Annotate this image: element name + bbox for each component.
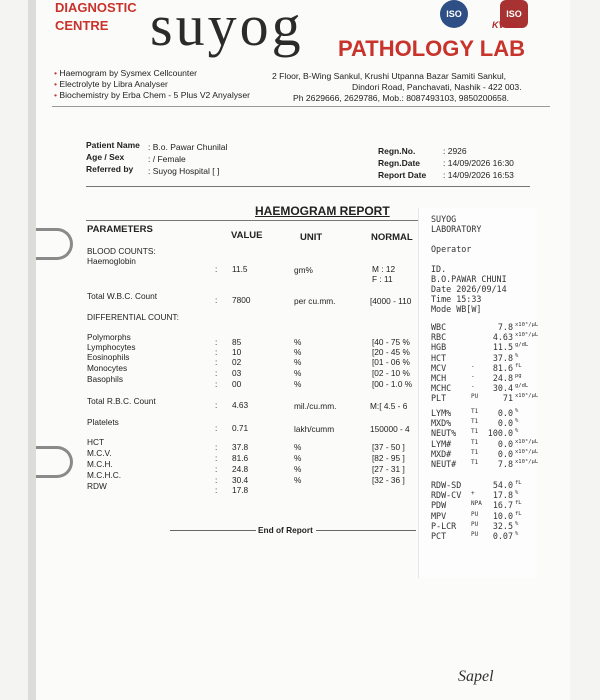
slip-line: Date 2026/09/14 — [431, 284, 507, 294]
binder-ring-bottom — [36, 446, 73, 478]
slip-param-value: 4.63 — [492, 332, 513, 343]
iso-badge-1: ISO — [440, 0, 468, 28]
index-colon: : — [215, 464, 218, 474]
slip-param-unit: x10³/µL — [515, 322, 539, 328]
binder-edge — [28, 0, 36, 700]
diff-value: 00 — [232, 379, 242, 389]
diff-normal: [40 - 75 % — [372, 337, 410, 347]
differential-heading: DIFFERENTIAL COUNT: — [87, 312, 179, 322]
report-date: : 14/09/2026 16:53 — [443, 170, 514, 180]
index-normal: [27 - 31 ] — [372, 464, 405, 474]
hb-value: 11.5 — [232, 264, 248, 274]
hb-normal-f: F : 11 — [372, 274, 393, 284]
slip-param-unit: pg — [515, 373, 522, 379]
slip-param-value: 17.8 — [492, 490, 513, 501]
diff-unit: % — [294, 337, 302, 347]
diff-normal: [02 - 10 % — [372, 368, 410, 378]
slip-param-flag: T1 — [471, 459, 479, 466]
index-unit: % — [294, 453, 302, 463]
slip-param-unit: fL — [515, 500, 522, 507]
rbc-label: Total R.B.C. Count — [87, 396, 156, 406]
age-sex: : / Female — [148, 154, 186, 164]
referred-by-label: Referred by — [86, 164, 134, 174]
slip-param-flag: PU — [471, 520, 479, 528]
age-sex-label: Age / Sex — [86, 152, 125, 162]
diff-colon: : — [215, 357, 218, 367]
rbc-colon: : — [215, 400, 218, 410]
slip-param-flag: PU — [471, 531, 479, 538]
regn-date: : 14/09/2026 16:30 — [443, 158, 514, 168]
index-colon: : — [215, 453, 218, 463]
slip-param-value: 32.5 — [492, 520, 513, 531]
slip-param-value: 0.0 — [497, 438, 513, 449]
slip-param-name: LYM% — [431, 408, 452, 418]
slip-line: Time 15:33 — [431, 294, 482, 304]
brand-logo: suyog — [150, 0, 304, 58]
platelets-colon: : — [215, 423, 218, 433]
address-line-3: Ph 2629666, 2629786, Mob.: 8087493103, 9850200658. — [293, 93, 509, 103]
regn-date-label: Regn.Date — [378, 158, 421, 168]
patient-rule — [86, 186, 530, 187]
address-line-1: 2 Floor, B-Wing Sankul, Krushi Utpanna Bazar Samiti Sankul, — [272, 71, 507, 81]
slip-param-flag: - — [471, 373, 475, 380]
slip-param-value: 100.0 — [487, 428, 513, 439]
slip-param-unit: x10³/µL — [515, 438, 539, 445]
slip-param-name: MCH — [431, 373, 447, 383]
slip-line: Mode WB[W] — [431, 304, 482, 314]
slip-param-value: 0.0 — [497, 448, 513, 459]
hb-unit: gm% — [294, 265, 313, 275]
centre-line-1: DIAGNOSTIC — [55, 0, 137, 15]
slip-param-value: 11.5 — [492, 342, 513, 353]
index-normal: [32 - 36 ] — [372, 475, 405, 485]
hb-normal-m: M : 12 — [372, 264, 396, 274]
wbc-value: 7800 — [232, 295, 251, 305]
diff-unit: % — [294, 357, 302, 367]
analyzer-printout — [418, 208, 537, 578]
diff-name: Eosinophils — [87, 352, 130, 362]
slip-param-name: WBC — [431, 322, 447, 332]
diff-colon: : — [215, 379, 218, 389]
diff-colon: : — [215, 368, 218, 378]
wbc-unit: per cu.mm. — [294, 296, 336, 306]
diff-normal: [00 - 1.0 % — [372, 379, 413, 389]
platelets-unit: lakh/cumm — [294, 424, 335, 434]
end-rule-left — [170, 530, 256, 531]
rbc-value: 4.63 — [232, 400, 249, 410]
slip-param-unit: g/dL — [515, 342, 529, 349]
slip-param-unit: % — [515, 490, 519, 497]
slip-param-flag: NPA — [471, 500, 482, 508]
feature-1: • Haemogram by Sysmex Cellcounter — [54, 68, 197, 78]
index-unit: % — [294, 464, 302, 474]
index-name: RDW — [87, 481, 107, 491]
slip-param-name: MXD% — [431, 418, 452, 429]
slip-param-value: 7.8 — [497, 322, 513, 332]
index-colon: : — [215, 475, 218, 485]
end-of-report: End of Report — [258, 525, 313, 535]
slip-param-value: 81.6 — [492, 362, 513, 373]
slip-param-value: 0.0 — [497, 408, 513, 418]
index-normal: [82 - 95 ] — [372, 453, 405, 463]
slip-param-name: LYM# — [431, 438, 452, 449]
kvoa-label: KVOA — [492, 20, 519, 30]
index-name: M.C.H. — [87, 459, 113, 469]
col-value: VALUE — [231, 230, 263, 241]
referred-by: : Suyog Hospital [ ] — [148, 166, 220, 176]
slip-param-value: 54.0 — [492, 480, 513, 490]
slip-param-name: RDW-SD — [431, 480, 462, 490]
col-unit: UNIT — [300, 232, 323, 243]
slip-param-value: 24.8 — [492, 373, 513, 383]
diff-name: Monocytes — [87, 363, 128, 373]
slip-param-flag: PU — [471, 393, 479, 401]
platelets-label: Platelets — [87, 417, 119, 427]
binder-ring-top — [36, 228, 73, 260]
slip-param-name: NEUT% — [431, 428, 457, 439]
slip-param-name: NEUT# — [431, 459, 457, 469]
slip-param-unit: g/dL — [515, 383, 529, 390]
table-top-rule — [86, 220, 418, 221]
slip-param-flag: - — [471, 383, 475, 391]
diff-colon: : — [215, 337, 218, 347]
index-unit: % — [294, 475, 302, 485]
diff-name: Basophils — [87, 374, 123, 384]
slip-param-unit: fL — [515, 480, 522, 486]
index-value: 37.8 — [232, 442, 249, 452]
diff-value: 10 — [232, 347, 242, 357]
index-value: 81.6 — [232, 453, 249, 463]
slip-param-name: MPV — [431, 510, 447, 521]
slip-param-flag: + — [471, 490, 475, 498]
index-value: 17.8 — [232, 485, 249, 495]
diff-name: Polymorphs — [87, 332, 131, 342]
col-normal: NORMAL — [371, 232, 413, 243]
slip-param-flag: PU — [471, 510, 479, 518]
slip-line: ID. — [431, 264, 447, 274]
slip-param-name: PCT — [431, 531, 447, 541]
hb-colon: : — [215, 264, 218, 274]
rbc-unit: mil./cu.mm. — [294, 401, 337, 411]
iso-badge-2: ISO — [500, 0, 528, 28]
blood-counts-heading: BLOOD COUNTS: — [87, 246, 156, 256]
index-name: M.C.H.C. — [87, 470, 122, 480]
slip-param-flag: T1 — [471, 438, 479, 446]
slip-param-value: 7.8 — [497, 459, 513, 469]
slip-param-unit: % — [515, 520, 519, 527]
report-date-label: Report Date — [378, 170, 427, 180]
slip-param-unit: % — [515, 418, 519, 425]
index-name: HCT — [87, 437, 105, 447]
slip-param-flag: T1 — [471, 418, 479, 426]
index-name: M.C.V. — [87, 448, 112, 458]
index-normal: [37 - 50 ] — [372, 442, 405, 452]
slip-param-name: RDW-CV — [431, 490, 462, 501]
slip-param-value: 37.8 — [492, 352, 513, 363]
feature-3: • Biochemistry by Erba Chem - 5 Plus V2 Anyalyser — [54, 90, 250, 100]
slip-param-unit: % — [515, 428, 519, 435]
header-rule — [52, 106, 550, 107]
slip-param-flag: T1 — [471, 408, 479, 415]
end-rule-right — [316, 530, 416, 531]
platelets-normal: 150000 - 4 — [370, 424, 410, 434]
index-value: 30.4 — [232, 475, 249, 485]
slip-param-value: 16.7 — [492, 500, 513, 511]
slip-param-name: MCHC — [431, 383, 452, 394]
slip-param-value: 10.0 — [492, 510, 513, 521]
index-value: 24.8 — [232, 464, 249, 474]
diff-unit: % — [294, 347, 302, 357]
address-line-2: Dindori Road, Panchavati, Nashik - 422 003. — [352, 82, 522, 92]
slip-line: SUYOG — [431, 214, 457, 224]
slip-param-flag: T1 — [471, 448, 479, 456]
slip-param-name: MXD# — [431, 448, 452, 459]
regn-no: : 2926 — [443, 146, 467, 156]
signature: Sapel — [458, 668, 494, 685]
wbc-label: Total W.B.C. Count — [87, 291, 158, 301]
slip-param-value: 71 — [502, 393, 513, 404]
hb-label: Haemoglobin — [87, 256, 136, 266]
diff-value: 02 — [232, 357, 242, 367]
slip-param-unit: fL — [515, 362, 522, 369]
slip-param-unit: % — [515, 352, 519, 359]
rbc-normal: M:[ 4.5 - 6 — [370, 401, 408, 411]
diff-colon: : — [215, 347, 218, 357]
slip-line: B.O.PAWAR CHUNI — [431, 274, 507, 284]
index-colon: : — [215, 442, 218, 452]
index-unit: % — [294, 442, 302, 452]
patient-name-label: Patient Name — [86, 140, 140, 150]
slip-line: Operator — [431, 244, 472, 254]
slip-param-value: 0.0 — [497, 418, 513, 429]
lab-name: PATHOLOGY LAB — [338, 36, 525, 61]
diff-normal: [01 - 06 % — [372, 357, 410, 367]
index-colon: : — [215, 485, 218, 495]
slip-param-unit: % — [515, 531, 519, 537]
slip-param-flag: T1 — [471, 428, 479, 436]
slip-param-unit: % — [515, 408, 519, 414]
slip-param-name: P-LCR — [431, 520, 457, 531]
wbc-normal: [4000 - 110 — [370, 296, 412, 306]
regn-no-label: Regn.No. — [378, 146, 416, 156]
slip-param-unit: x10³/µL — [515, 459, 539, 465]
diff-normal: [20 - 45 % — [372, 347, 410, 357]
slip-param-name: PDW — [431, 500, 447, 511]
slip-line: LABORATORY — [431, 224, 482, 234]
slip-param-name: HCT — [431, 352, 447, 363]
platelets-value: 0.71 — [232, 423, 249, 433]
slip-param-unit: x10³/µL — [515, 448, 539, 455]
patient-name: : B.o. Pawar Chunilal — [148, 142, 228, 152]
report-title: HAEMOGRAM REPORT — [255, 204, 390, 218]
diff-unit: % — [294, 379, 302, 389]
slip-param-value: 30.4 — [492, 383, 513, 394]
slip-param-unit: x10³/µL — [515, 393, 539, 400]
slip-param-flag: - — [471, 362, 475, 370]
wbc-colon: : — [215, 295, 218, 305]
diff-unit: % — [294, 368, 302, 378]
diff-name: Lymphocytes — [87, 342, 136, 352]
slip-param-name: PLT — [431, 393, 447, 404]
slip-param-value: 0.07 — [492, 531, 513, 541]
diff-value: 03 — [232, 368, 242, 378]
centre-line-2: CENTRE — [55, 18, 109, 33]
slip-param-name: MCV — [431, 362, 447, 373]
slip-param-unit: x10⁶/µL — [515, 332, 539, 339]
slip-param-name: RBC — [431, 332, 447, 343]
feature-2: • Electrolyte by Libra Analyser — [54, 79, 168, 89]
slip-param-unit: fL — [515, 510, 522, 517]
slip-param-name: HGB — [431, 342, 447, 353]
diff-value: 85 — [232, 337, 242, 347]
col-parameters: PARAMETERS — [87, 224, 153, 235]
